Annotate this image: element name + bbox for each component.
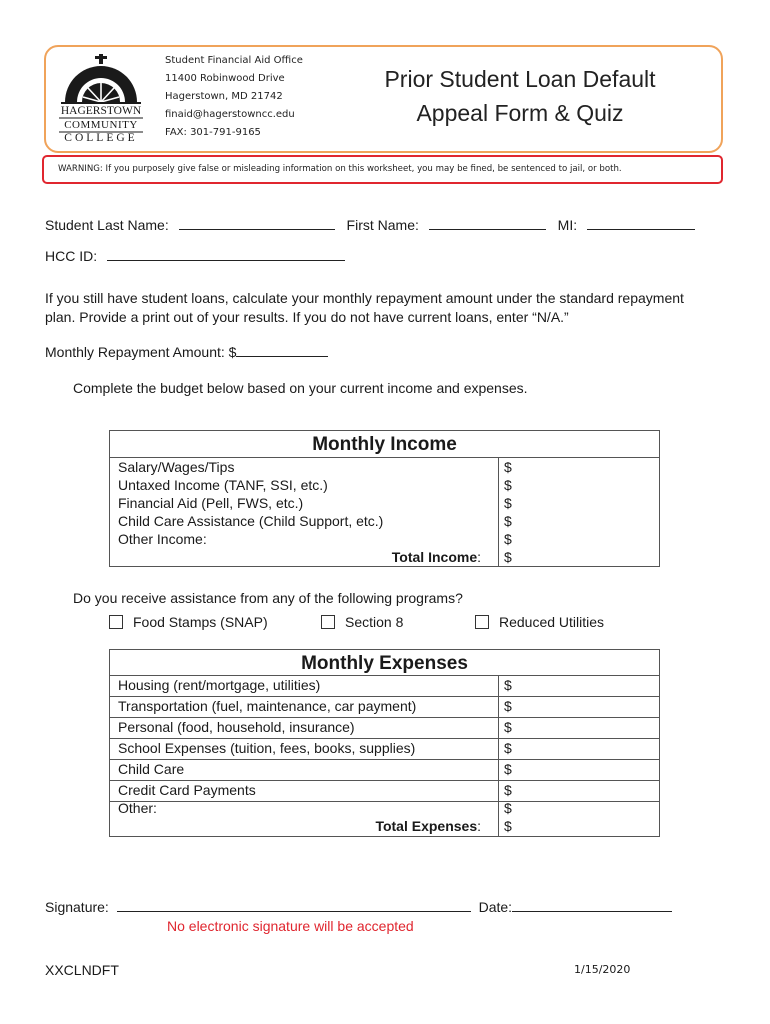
loan-instructions: If you still have student loans, calculate your monthly repayment amount under the standard repayment plan. Provide a print out of your results. If you do not have current loans, enter “N/A.” — [45, 290, 684, 325]
signature-row — [45, 896, 672, 916]
income-row-salary: Salary/Wages/Tips $ — [118, 459, 512, 475]
signature-note: No electronic signature will be accepted — [167, 918, 414, 934]
income-row-total: Total Income: $ — [391, 549, 512, 565]
logo-text-college: COLLEGE — [64, 132, 138, 144]
form-title — [360, 62, 680, 130]
hcc-id-label: HCC ID: — [45, 248, 98, 264]
logo-text-community: COMMUNITY — [64, 119, 138, 131]
form-date: 1/15/2020 — [574, 963, 631, 976]
snap-checkbox[interactable] — [109, 615, 123, 629]
expense-row-total: Total Expenses: $ — [375, 818, 512, 834]
repayment-field[interactable] — [236, 341, 328, 357]
section8-checkbox[interactable] — [321, 615, 335, 629]
income-row-child-care: Child Care Assistance (Child Support, etc.) $ — [118, 513, 512, 529]
income-row-untaxed: Untaxed Income (TANF, SSI, etc.) $ — [118, 477, 512, 493]
first-name-label: First Name: — [346, 217, 419, 233]
repayment-label: Monthly Repayment Amount: $ — [45, 344, 237, 360]
expense-row-transportation: Transportation (fuel, maintenance, car payment) $ — [118, 698, 512, 714]
expense-row-credit-card: Credit Card Payments $ — [118, 782, 512, 798]
date-field[interactable] — [512, 896, 672, 912]
reduced-utilities-checkbox[interactable] — [475, 615, 489, 629]
last-name-label: Student Last Name: — [45, 217, 169, 233]
assistance-question: Do you receive assistance from any of the following programs? — [73, 590, 463, 606]
signature-field[interactable] — [117, 896, 471, 912]
total-income-label: Total Income — [391, 549, 478, 565]
warning-banner: WARNING: If you purposely give false or misleading information on this worksheet, you may be fined, be sentenced to jail, or both. — [42, 155, 723, 184]
income-row-other: Other Income: $ — [118, 531, 512, 547]
expense-row-child-care: Child Care $ — [118, 761, 512, 777]
budget-instructions: Complete the budget below based on your current income and expenses. — [73, 380, 528, 396]
office-city: Hagerstown, MD 21742 — [165, 91, 283, 102]
option-reduced-utilities[interactable]: Reduced Utilities — [475, 614, 604, 631]
office-address — [165, 52, 303, 142]
expenses-title: Monthly Expenses — [301, 653, 468, 674]
office-street: 11400 Robinwood Drive — [165, 73, 285, 84]
expense-row-housing: Housing (rent/mortgage, utilities) $ — [118, 677, 512, 693]
student-name-row — [45, 214, 695, 234]
form-title-line2: Appeal Form & Quiz — [416, 100, 624, 126]
expense-row-other: Other: $ — [118, 800, 512, 816]
mi-label: MI: — [557, 217, 578, 233]
total-expenses-label: Total Expenses — [375, 818, 478, 834]
form-title-line1: Prior Student Loan Default — [384, 66, 656, 92]
first-name-field[interactable] — [429, 214, 546, 230]
signature-label: Signature: — [45, 899, 109, 915]
hcc-id-row — [45, 245, 345, 265]
date-label: Date: — [478, 899, 513, 915]
college-logo — [55, 52, 147, 144]
expense-row-personal: Personal (food, household, insurance) $ — [118, 719, 512, 735]
option-section8[interactable]: Section 8 — [321, 614, 403, 631]
logo-text-hagerstown: HAGERSTOWN — [60, 105, 142, 117]
hcc-id-field[interactable] — [107, 245, 345, 261]
option-snap[interactable]: Food Stamps (SNAP) — [109, 614, 268, 631]
office-email: finaid@hagerstowncc.edu — [165, 109, 295, 120]
income-table — [109, 430, 660, 567]
expense-row-school: School Expenses (tuition, fees, books, supplies) $ — [118, 740, 512, 756]
income-title: Monthly Income — [312, 434, 457, 455]
form-code: XXCLNDFT — [45, 962, 119, 978]
mi-field[interactable] — [587, 214, 695, 230]
repayment-row — [45, 341, 328, 361]
office-name: Student Financial Aid Office — [165, 55, 303, 66]
last-name-field[interactable] — [179, 214, 335, 230]
income-row-financial-aid: Financial Aid (Pell, FWS, etc.) $ — [118, 495, 512, 511]
expenses-table — [109, 649, 660, 837]
office-fax: FAX: 301-791-9165 — [165, 127, 261, 138]
